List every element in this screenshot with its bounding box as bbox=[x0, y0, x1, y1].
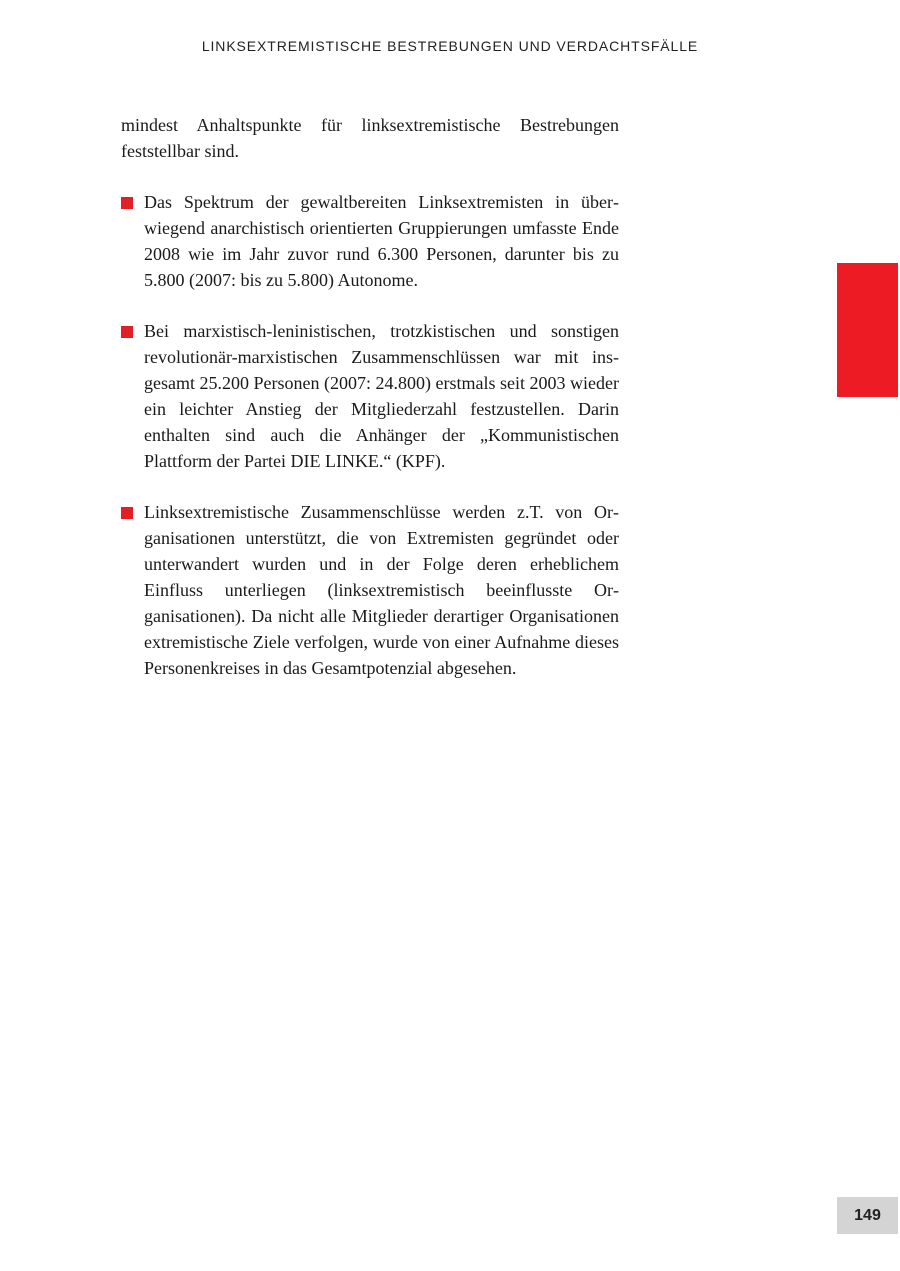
intro-paragraph: mindest Anhaltspunkte für linksextremistische Bestrebungen feststellbar sind. bbox=[121, 115, 619, 161]
red-square-bullet-icon bbox=[121, 197, 133, 209]
list-item bbox=[121, 499, 619, 681]
page-number-box bbox=[837, 1197, 898, 1234]
list-item bbox=[121, 189, 619, 293]
running-header: LINKSEXTREMISTISCHE BESTREBUNGEN UND VERDACHTSFÄLLE bbox=[201, 38, 699, 54]
red-square-bullet-icon bbox=[121, 326, 133, 338]
list-item bbox=[121, 318, 619, 474]
bullet-list bbox=[121, 189, 619, 681]
bullet-text: Das Spektrum der gewaltbereiten Linksextremisten in überwiegend anarchistisch orientierten Gruppierungen umfasste Ende 2008 wie im Jahr zuvor rund 6.300 Personen, darunter bis zu 5.800 (2007: bis zu 5.800) Autonome. bbox=[144, 192, 619, 290]
chapter-tab-marker bbox=[837, 263, 898, 397]
red-square-bullet-icon bbox=[121, 507, 133, 519]
bullet-text: Linksextremistische Zusammenschlüsse werden z.T. von Organisationen unterstützt, die von Extremisten gegründet oder unterwandert wurden und in der Folge deren erheblichem Einfluss unterliegen (linksextremistisch beeinflusste Organisationen). Da nicht alle Mitglieder derartiger Organisationen extremistische Ziele verfolgen, wurde von einer Aufnahme dieses Personenkreises in das Gesamtpotenzial abgesehen. bbox=[144, 502, 619, 678]
page-number: 149 bbox=[854, 1206, 881, 1224]
bullet-text: Bei marxistisch-leninistischen, trotzkistischen und sonstigen revolutionär-marxistischen Zusammenschlüssen war mit insgesamt 25.200 Personen (2007: 24.800) erstmals seit 2003 wieder ein leichter Anstieg der Mitgliederzahl festzustellen. Darin enthalten sind auch die Anhänger der „Kommunistischen Plattform der Partei DIE LINKE.“ (KPF). bbox=[144, 321, 619, 471]
main-content bbox=[121, 112, 619, 681]
